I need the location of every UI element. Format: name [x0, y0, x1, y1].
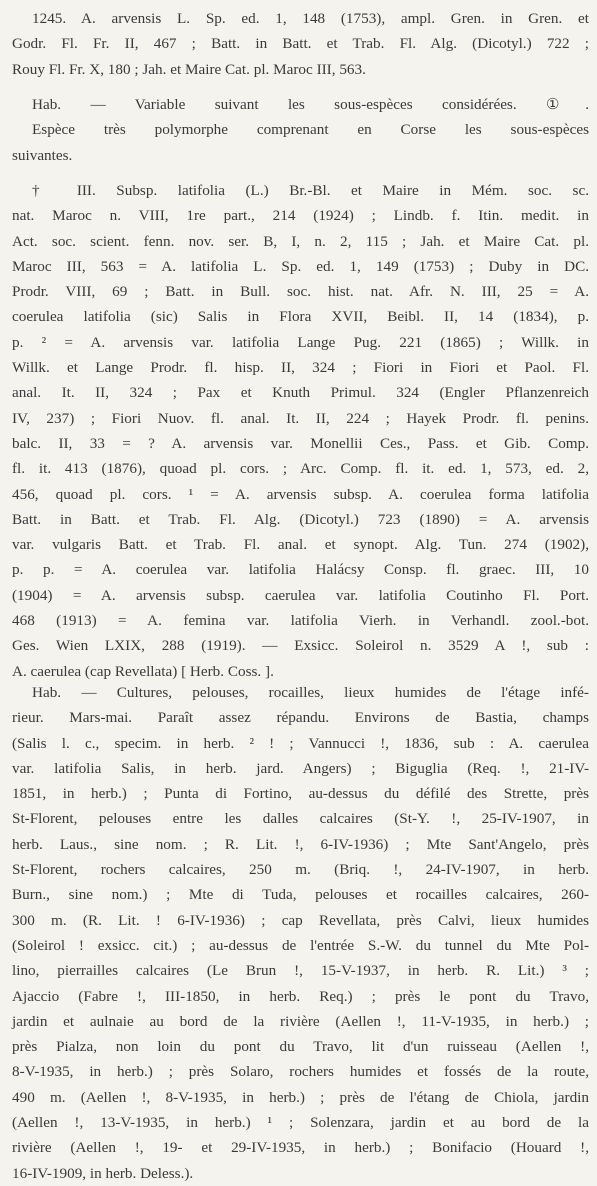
text-line: † III. Subsp. latifolia (L.) Br.-Bl. et Maire in Mém. soc. sc.	[32, 182, 589, 199]
text-line: Maroc III, 563 = A. latifolia L. Sp. ed. 1, 149 (1753) ; Duby in DC.	[12, 257, 589, 275]
subspecies-habitat	[0, 680, 597, 1186]
text-line: Godr. Fl. Fr. II, 467 ; Batt. in Batt. et Trab. Fl. Alg. (Dicotyl.) 722 ;	[12, 35, 589, 53]
text-line: Hab. — Cultures, pelouses, rocailles, lieux humides de l'étage infé-	[32, 684, 589, 701]
text-line: St-Florent, pelouses entre les dalles calcaires (St-Y. !, 25-IV-1907, in	[12, 810, 589, 828]
text-line: (Aellen !, 13-V-1935, in herb.) ¹ ; Solenzara, jardin et au bord de la	[12, 1114, 589, 1132]
text-line: Ges. Wien LXIX, 288 (1919). — Exsicc. Soleirol n. 3529 A !, sub :	[12, 637, 589, 655]
text-line: Ajaccio (Fabre !, III-1850, in herb. Req.) ; près le pont du Travo,	[12, 987, 589, 1005]
text-line: var. vulgaris Batt. et Trab. Fl. anal. et synopt. Alg. Tun. 274 (1902),	[12, 536, 589, 554]
text-line: 8-V-1935, in herb.) ; près Solaro, rochers humides et fossés de la route,	[12, 1063, 589, 1081]
subspecies-entry	[0, 178, 597, 684]
text-line: 16-IV-1909, in herb. Deless.).	[12, 1164, 194, 1182]
text-line: Rouy Fl. Fr. X, 180 ; Jah. et Maire Cat. pl. Maroc III, 563.	[12, 60, 366, 78]
text-line: Espèce très polymorphe comprenant en Corse les sous-espèces	[32, 121, 589, 139]
text-line: Act. soc. scient. fenn. nov. ser. B, I, n. 2, 115 ; Jah. et Maire Cat. pl.	[12, 232, 589, 250]
text-line: jardin et aulnaie au bord de la rivière (Aellen !, 11-V-1935, in herb.) ;	[12, 1012, 589, 1030]
text-line: 300 m. (R. Lit. ! 6-IV-1936) ; cap Revellata, près Calvi, lieux humides	[12, 911, 589, 929]
text-line: anal. It. II, 324 ; Pax et Knuth Primul. 324 (Engler Pflanzenreich	[12, 384, 589, 402]
text-line: IV, 237) ; Fiori Nuov. fl. anal. It. II, 224 ; Hayek Prodr. fl. penins.	[12, 409, 589, 427]
text-line: 1851, in herb.) ; Punta di Fortino, au-dessus du défilé des Strette, près	[12, 785, 589, 803]
text-line: nat. Maroc n. VIII, 1re part., 214 (1924) ; Lindb. f. Itin. medit. in	[12, 207, 589, 225]
text-line: p. p. = A. coerulea var. latifolia Halácsy Consp. fl. graec. III, 10	[12, 561, 589, 579]
text-line: Prodr. VIII, 69 ; Batt. in Bull. soc. hist. nat. Afr. N. III, 25 = A.	[12, 283, 589, 301]
text-line: St-Florent, rochers calcaires, 250 m. (Briq. !, 24-IV-1907, in herb.	[12, 861, 589, 879]
text-line: 468 (1913) = A. femina var. latifolia Vierh. in Verhandl. zool.-bot.	[12, 612, 589, 630]
species-habitat	[0, 92, 597, 168]
text-line: Willk. et Lange Prodr. fl. hisp. II, 324 ; Fiori in Fiori et Paol. Fl.	[12, 359, 589, 377]
text-line: 456, quoad pl. cors. ¹ = A. arvensis subsp. A. coerulea forma latifolia	[12, 485, 589, 503]
text-line: (Salis l. c., specim. in herb. ² ! ; Vannucci !, 1836, sub : A. caerulea	[12, 734, 589, 752]
text-line: coerulea latifolia (sic) Salis in Flora XVII, Beibl. II, 14 (1834), p.	[12, 308, 589, 326]
text-line: balc. II, 33 = ? A. arvensis var. Monellii Ces., Pass. et Gib. Comp.	[12, 434, 589, 452]
text-line: Burn., sine nom.) ; Mte di Tuda, pelouses et rocailles calcaires, 260-	[12, 886, 589, 904]
text-line: 1245. A. arvensis L. Sp. ed. 1, 148 (1753), ampl. Gren. in Gren. et	[32, 10, 589, 27]
text-line: rivière (Aellen !, 19- et 29-IV-1935, in herb.) ; Bonifacio (Houard !,	[12, 1139, 589, 1157]
species-entry	[0, 6, 597, 82]
text-line: (Soleirol ! exsicc. cit.) ; au-dessus de l'entrée S.-W. du tunnel du Mte Pol-	[12, 936, 589, 954]
text-line: Batt. in Batt. et Trab. Fl. Alg. (Dicotyl.) 723 (1890) = A. arvensis	[12, 510, 589, 528]
text-line: Hab. — Variable suivant les sous-espèces considérées. ①.	[32, 96, 589, 113]
text-line: 490 m. (Aellen !, 8-V-1935, in herb.) ; près de l'étang de Chiola, jardin	[12, 1088, 589, 1106]
text-line: lino, pierrailles calcaires (Le Brun !, 15-V-1937, in herb. R. Lit.) ³ ;	[12, 962, 589, 980]
text-line: fl. it. 413 (1876), quoad pl. cors. ; Arc. Comp. fl. it. ed. 1, 573, ed. 2,	[12, 460, 589, 478]
text-line: p. ² = A. arvensis var. latifolia Lange Pug. 221 (1865) ; Willk. in	[12, 333, 589, 351]
text-line: A. caerulea (cap Revellata) [ Herb. Coss. ].	[12, 662, 274, 680]
text-line: var. latifolia Salis, in herb. jard. Angers) ; Biguglia (Req. !, 21-IV-	[12, 759, 589, 777]
text-line: herb. Laus., sine nom. ; R. Lit. !, 6-IV-1936) ; Mte Sant'Angelo, près	[12, 835, 589, 853]
text-line: rieur. Mars-mai. Paraît assez répandu. Environs de Bastia, champs	[12, 709, 589, 727]
text-line: suivantes.	[12, 146, 73, 164]
text-line: près Pialza, non loin du pont du Travo, lit d'un ruisseau (Aellen !,	[12, 1038, 589, 1056]
text-line: (1904) = A. arvensis subsp. caerulea var. latifolia Coutinho Fl. Port.	[12, 586, 589, 604]
